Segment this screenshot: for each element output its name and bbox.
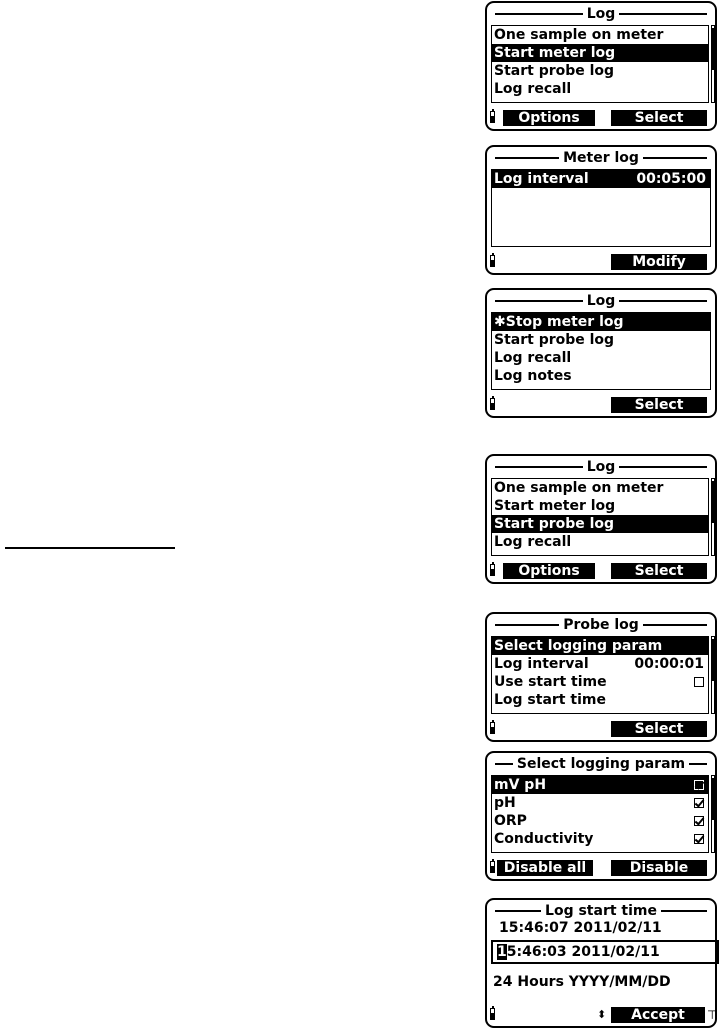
log-screen-1 (485, 1, 717, 131)
options-button[interactable]: Options (503, 563, 595, 579)
list-item[interactable]: Log recall (494, 350, 572, 366)
scrollbar[interactable] (711, 636, 715, 714)
softkey-bar (487, 110, 715, 126)
log-screen-3 (485, 454, 717, 584)
battery-icon (490, 255, 495, 267)
modify-button[interactable]: Modify (611, 254, 707, 270)
battery-icon (490, 564, 495, 576)
list-item[interactable]: One sample on meter (494, 27, 664, 43)
screen-title: Log start time (487, 903, 715, 919)
menu-list (491, 25, 709, 103)
list-item[interactable]: One sample on meter (494, 480, 664, 496)
list-item[interactable]: pH (492, 794, 708, 812)
screen-title: Meter log (487, 150, 715, 166)
list-item[interactable]: mV pH (492, 776, 708, 794)
battery-icon (490, 861, 495, 873)
select-param-screen (485, 751, 717, 881)
softkey-bar (487, 254, 715, 270)
menu-list (491, 312, 711, 390)
battery-icon (490, 722, 495, 734)
probe-log-screen (485, 612, 717, 742)
scrollbar[interactable] (711, 25, 715, 103)
checkbox-icon[interactable] (694, 677, 704, 687)
list-item[interactable]: Start probe log (494, 63, 615, 79)
list-item[interactable]: Conductivity (492, 830, 708, 848)
list-item[interactable]: Start probe log (494, 332, 615, 348)
checkbox-checked-icon[interactable] (694, 780, 704, 790)
screen-title: Log (487, 293, 715, 309)
current-time: 15:46:07 2011/02/11 (499, 920, 662, 936)
disable-all-button[interactable]: Disable all (497, 860, 593, 876)
checkbox-checked-icon[interactable] (694, 816, 704, 826)
softkey-bar (487, 1007, 718, 1023)
log-screen-2 (485, 288, 717, 418)
list-item[interactable]: Use start time (492, 673, 708, 691)
disable-button[interactable]: Disable (611, 860, 707, 876)
menu-list (491, 636, 709, 714)
list-item[interactable]: Start meter log (494, 498, 616, 514)
meter-log-screen (485, 145, 717, 275)
param-list (491, 775, 709, 853)
select-button[interactable]: Select (611, 721, 707, 737)
screen-title: Log (487, 6, 715, 22)
accept-button[interactable]: Accept (611, 1007, 705, 1023)
screen-title: Probe log (487, 617, 715, 633)
options-button[interactable]: Options (503, 110, 595, 126)
list-item[interactable]: Log recall (494, 534, 572, 550)
list-item[interactable]: Log start time (494, 692, 606, 708)
select-button[interactable]: Select (611, 110, 707, 126)
battery-icon (490, 111, 495, 123)
battery-icon (490, 1008, 495, 1020)
edit-cursor: 1 (497, 944, 507, 960)
list-item[interactable]: Log interval 00:05:00 (492, 170, 710, 188)
menu-list (491, 478, 709, 556)
softkey-bar (487, 563, 715, 579)
checkbox-checked-icon[interactable] (694, 798, 704, 808)
softkey-bar (487, 721, 715, 737)
scrollbar[interactable] (711, 775, 715, 853)
list-item[interactable]: ORP (492, 812, 708, 830)
list-item[interactable]: Log interval 00:00:01 (494, 656, 704, 672)
scrollbar[interactable] (711, 478, 715, 556)
list-item[interactable]: Log notes (494, 368, 572, 384)
softkey-bar (487, 397, 715, 413)
time-format: 24 Hours YYYY/MM/DD (493, 974, 671, 990)
battery-icon (490, 398, 495, 410)
start-time-field[interactable] (491, 940, 719, 964)
list-item[interactable]: ✱Stop meter log (492, 313, 710, 331)
divider-line (5, 547, 175, 549)
select-button[interactable]: Select (611, 397, 707, 413)
start-time-value: 5:46:03 2011/02/11 (506, 944, 660, 960)
up-down-arrows-icon[interactable]: ⬍ (597, 1008, 607, 1021)
checkbox-checked-icon[interactable] (694, 834, 704, 844)
softkey-bar (487, 860, 715, 876)
settings-list (491, 169, 711, 247)
list-item[interactable]: Select logging param (492, 637, 708, 655)
screen-title: Select logging param (487, 756, 715, 772)
list-item[interactable]: Start meter log (492, 44, 708, 62)
screen-title: Log (487, 459, 715, 475)
list-item[interactable]: Log recall (494, 81, 572, 97)
select-button[interactable]: Select (611, 563, 707, 579)
log-start-time-screen (485, 898, 717, 1028)
antenna-icon: ⊤ (707, 1008, 718, 1022)
list-item[interactable]: Start probe log (492, 515, 708, 533)
